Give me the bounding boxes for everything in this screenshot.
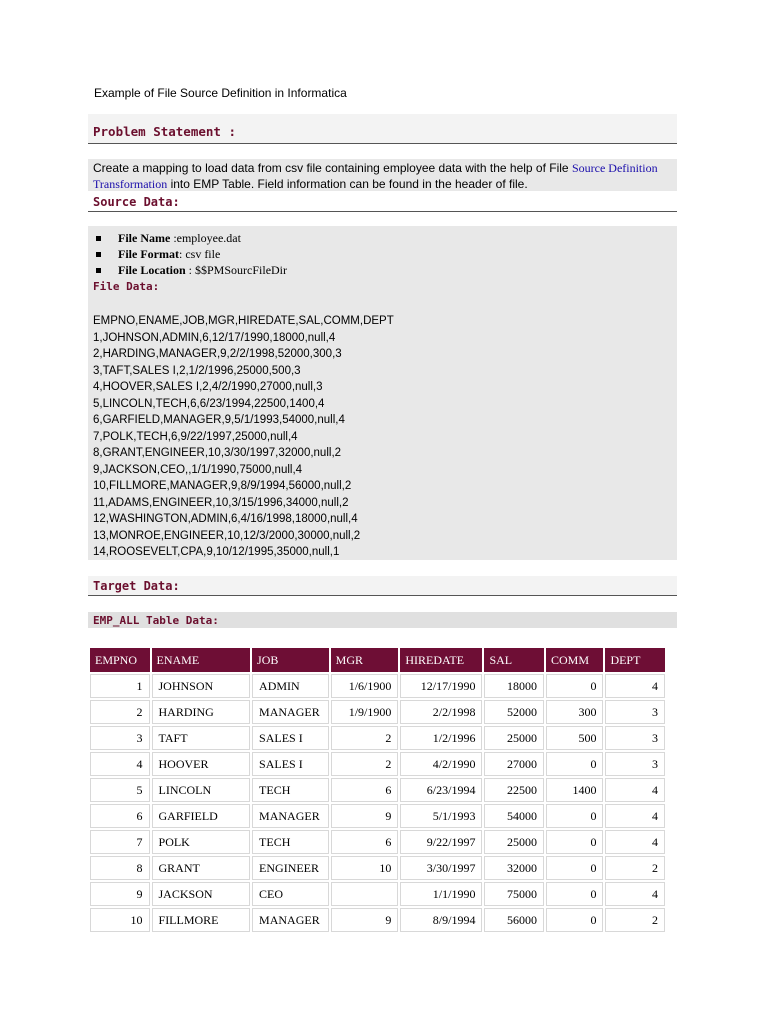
table-row	[90, 778, 665, 802]
table-cell-mgr: 10	[331, 856, 399, 880]
table-cell-hiredate: 1/2/1996	[400, 726, 482, 750]
table-row	[90, 830, 665, 854]
column-header-job: JOB	[252, 648, 329, 672]
table-cell-job: SALES I	[252, 752, 329, 776]
column-header-mgr: MGR	[331, 648, 399, 672]
table-row	[90, 726, 665, 750]
table-cell-sal: 52000	[484, 700, 544, 724]
list-item	[96, 246, 287, 262]
table-cell-ename: GARFIELD	[152, 804, 251, 828]
table-cell-comm: 0	[546, 674, 603, 698]
table-cell-hiredate: 9/22/1997	[400, 830, 482, 854]
target-data-rule	[88, 595, 677, 596]
table-cell-comm: 500	[546, 726, 603, 750]
emp-all-table-heading	[88, 612, 677, 628]
table-cell-hiredate: 5/1/1993	[400, 804, 482, 828]
table-header-row	[90, 648, 665, 672]
column-header-comm: COMM	[546, 648, 603, 672]
file-name-label: File Name	[118, 231, 171, 245]
table-cell-hiredate: 12/17/1990	[400, 674, 482, 698]
table-row	[90, 856, 665, 880]
target-data-heading	[88, 576, 677, 596]
table-cell-ename: LINCOLN	[152, 778, 251, 802]
csv-line: 6,GARFIELD,MANAGER,9,5/1/1993,54000,null,4	[93, 414, 345, 426]
table-cell-dept: 2	[605, 856, 665, 880]
table-cell-dept: 4	[605, 804, 665, 828]
table-cell-sal: 18000	[484, 674, 544, 698]
problem-statement-heading-text: Problem Statement :	[93, 124, 236, 139]
csv-line: EMPNO,ENAME,JOB,MGR,HIREDATE,SAL,COMM,DEPT	[93, 315, 394, 327]
table-cell-mgr: 9	[331, 804, 399, 828]
csv-line: 7,POLK,TECH,6,9/22/1997,25000,null,4	[93, 430, 298, 443]
table-row	[90, 804, 665, 828]
source-file-box	[88, 226, 677, 560]
table-cell-ename: HARDING	[152, 700, 251, 724]
table-cell-comm: 0	[546, 908, 603, 932]
table-cell-dept: 4	[605, 882, 665, 906]
problem-statement-rule	[88, 143, 677, 144]
table-cell-dept: 3	[605, 726, 665, 750]
table-cell-comm: 1400	[546, 778, 603, 802]
table-cell-comm: 0	[546, 804, 603, 828]
table-cell-comm: 300	[546, 700, 603, 724]
problem-statement-paragraph	[93, 160, 673, 192]
problem-statement-body	[88, 159, 677, 191]
table-row	[90, 908, 665, 932]
table-cell-job: SALES I	[252, 726, 329, 750]
file-info-list	[96, 230, 287, 278]
csv-line: 9,JACKSON,CEO,,1/1/1990,75000,null,4	[93, 463, 303, 476]
table-cell-sal: 75000	[484, 882, 544, 906]
table-cell-hiredate: 8/9/1994	[400, 908, 482, 932]
table-cell-mgr: 2	[331, 726, 399, 750]
table-cell-sal: 32000	[484, 856, 544, 880]
column-header-hiredate: HIREDATE	[400, 648, 482, 672]
csv-line: 1,JOHNSON,ADMIN,6,12/17/1990,18000,null,4	[93, 331, 336, 344]
table-cell-job: MANAGER	[252, 700, 329, 724]
file-format-label: File Format	[118, 247, 179, 261]
column-header-dept: DEPT	[605, 648, 665, 672]
csv-line: 2,HARDING,MANAGER,9,2/2/1998,52000,300,3	[93, 348, 342, 360]
problem-statement-heading	[88, 114, 677, 144]
file-name-value: :employee.dat	[170, 231, 241, 245]
table-cell-ename: FILLMORE	[152, 908, 251, 932]
table-row	[90, 674, 665, 698]
table-cell-hiredate: 2/2/1998	[400, 700, 482, 724]
file-data-heading: File Data:	[93, 280, 160, 293]
table-cell-ename: JACKSON	[152, 882, 251, 906]
square-bullet-icon	[96, 252, 101, 257]
csv-line: 11,ADAMS,ENGINEER,10,3/15/1996,34000,null,2	[93, 496, 349, 509]
square-bullet-icon	[96, 236, 101, 241]
table-cell-sal: 25000	[484, 726, 544, 750]
table-cell-mgr: 2	[331, 752, 399, 776]
source-data-heading-text: Source Data:	[93, 195, 180, 209]
source-definition-link[interactable]: Source Definition	[571, 161, 658, 175]
table-cell-ename: GRANT	[152, 856, 251, 880]
table-cell-ename: POLK	[152, 830, 251, 854]
table-cell-empno: 2	[90, 700, 150, 724]
target-data-heading-text: Target Data:	[93, 579, 180, 593]
table-cell-hiredate: 4/2/1990	[400, 752, 482, 776]
column-header-ename: ENAME	[152, 648, 251, 672]
table-row	[90, 752, 665, 776]
list-item	[96, 230, 287, 246]
table-cell-dept: 4	[605, 674, 665, 698]
table-cell-empno: 9	[90, 882, 150, 906]
table-cell-mgr: 1/6/1900	[331, 674, 399, 698]
table-cell-comm: 0	[546, 752, 603, 776]
emp-all-table	[88, 646, 667, 934]
column-header-empno: EMPNO	[90, 648, 150, 672]
emp-all-table-heading-text: EMP_ALL Table Data:	[93, 614, 219, 627]
column-header-sal: SAL	[484, 648, 544, 672]
table-cell-mgr: 6	[331, 778, 399, 802]
table-cell-dept: 4	[605, 830, 665, 854]
table-body	[90, 674, 665, 932]
csv-line: 12,WASHINGTON,ADMIN,6,4/16/1998,18000,null,4	[93, 513, 358, 525]
table-cell-hiredate: 1/1/1990	[400, 882, 482, 906]
source-data-rule	[88, 211, 677, 212]
table-cell-ename: TAFT	[152, 726, 251, 750]
file-location-value: : $$PMSourcFileDir	[185, 263, 288, 277]
file-format-value: : csv file	[178, 247, 221, 261]
table-cell-empno: 5	[90, 778, 150, 802]
table-cell-sal: 27000	[484, 752, 544, 776]
table-row	[90, 882, 665, 906]
table-cell-dept: 4	[605, 778, 665, 802]
csv-line: 8,GRANT,ENGINEER,10,3/30/1997,32000,null,2	[93, 447, 342, 459]
problem-text-after: into EMP Table. Field information can be found in the header of file.	[167, 177, 528, 191]
source-data-heading	[88, 193, 677, 212]
csv-line: 5,LINCOLN,TECH,6,6/23/1994,22500,1400,4	[93, 397, 325, 410]
table-cell-job: TECH	[252, 778, 329, 802]
table-cell-empno: 10	[90, 908, 150, 932]
transformation-link[interactable]: Transformation	[93, 177, 168, 191]
table-cell-dept: 2	[605, 908, 665, 932]
problem-text-before: Create a mapping to load data from csv file containing employee data with the help of File	[93, 161, 572, 175]
table-cell-comm: 0	[546, 856, 603, 880]
table-cell-mgr: 9	[331, 908, 399, 932]
csv-line: 13,MONROE,ENGINEER,10,12/3/2000,30000,null,2	[93, 529, 361, 542]
table-cell-sal: 54000	[484, 804, 544, 828]
table-cell-empno: 7	[90, 830, 150, 854]
table-cell-job: CEO	[252, 882, 329, 906]
csv-file-content	[93, 313, 394, 561]
csv-line: 3,TAFT,SALES I,2,1/2/1996,25000,500,3	[93, 364, 301, 377]
square-bullet-icon	[96, 268, 101, 273]
table-cell-comm: 0	[546, 830, 603, 854]
table-cell-ename: JOHNSON	[152, 674, 251, 698]
table-cell-empno: 3	[90, 726, 150, 750]
table-cell-dept: 3	[605, 752, 665, 776]
table-cell-mgr: 6	[331, 830, 399, 854]
table-cell-hiredate: 6/23/1994	[400, 778, 482, 802]
table-cell-job: ADMIN	[252, 674, 329, 698]
table-cell-mgr	[331, 882, 399, 906]
table-cell-sal: 22500	[484, 778, 544, 802]
table-cell-hiredate: 3/30/1997	[400, 856, 482, 880]
csv-line: 4,HOOVER,SALES I,2,4/2/1990,27000,null,3	[93, 381, 323, 393]
table-cell-job: TECH	[252, 830, 329, 854]
table-cell-comm: 0	[546, 882, 603, 906]
table-cell-empno: 8	[90, 856, 150, 880]
table-cell-job: MANAGER	[252, 908, 329, 932]
csv-line: 10,FILLMORE,MANAGER,9,8/9/1994,56000,null,2	[93, 480, 352, 492]
table-cell-empno: 1	[90, 674, 150, 698]
table-row	[90, 700, 665, 724]
table-cell-dept: 3	[605, 700, 665, 724]
csv-line: 14,ROOSEVELT,CPA,9,10/12/1995,35000,null,1	[93, 546, 340, 558]
table-cell-job: MANAGER	[252, 804, 329, 828]
table-cell-mgr: 1/9/1900	[331, 700, 399, 724]
file-location-label: File Location	[118, 263, 186, 277]
table-cell-empno: 4	[90, 752, 150, 776]
document-title: Example of File Source Definition in Informatica	[94, 86, 347, 100]
table-cell-job: ENGINEER	[252, 856, 329, 880]
table-cell-sal: 56000	[484, 908, 544, 932]
table-cell-empno: 6	[90, 804, 150, 828]
table-cell-ename: HOOVER	[152, 752, 251, 776]
list-item	[96, 262, 287, 278]
table-cell-sal: 25000	[484, 830, 544, 854]
